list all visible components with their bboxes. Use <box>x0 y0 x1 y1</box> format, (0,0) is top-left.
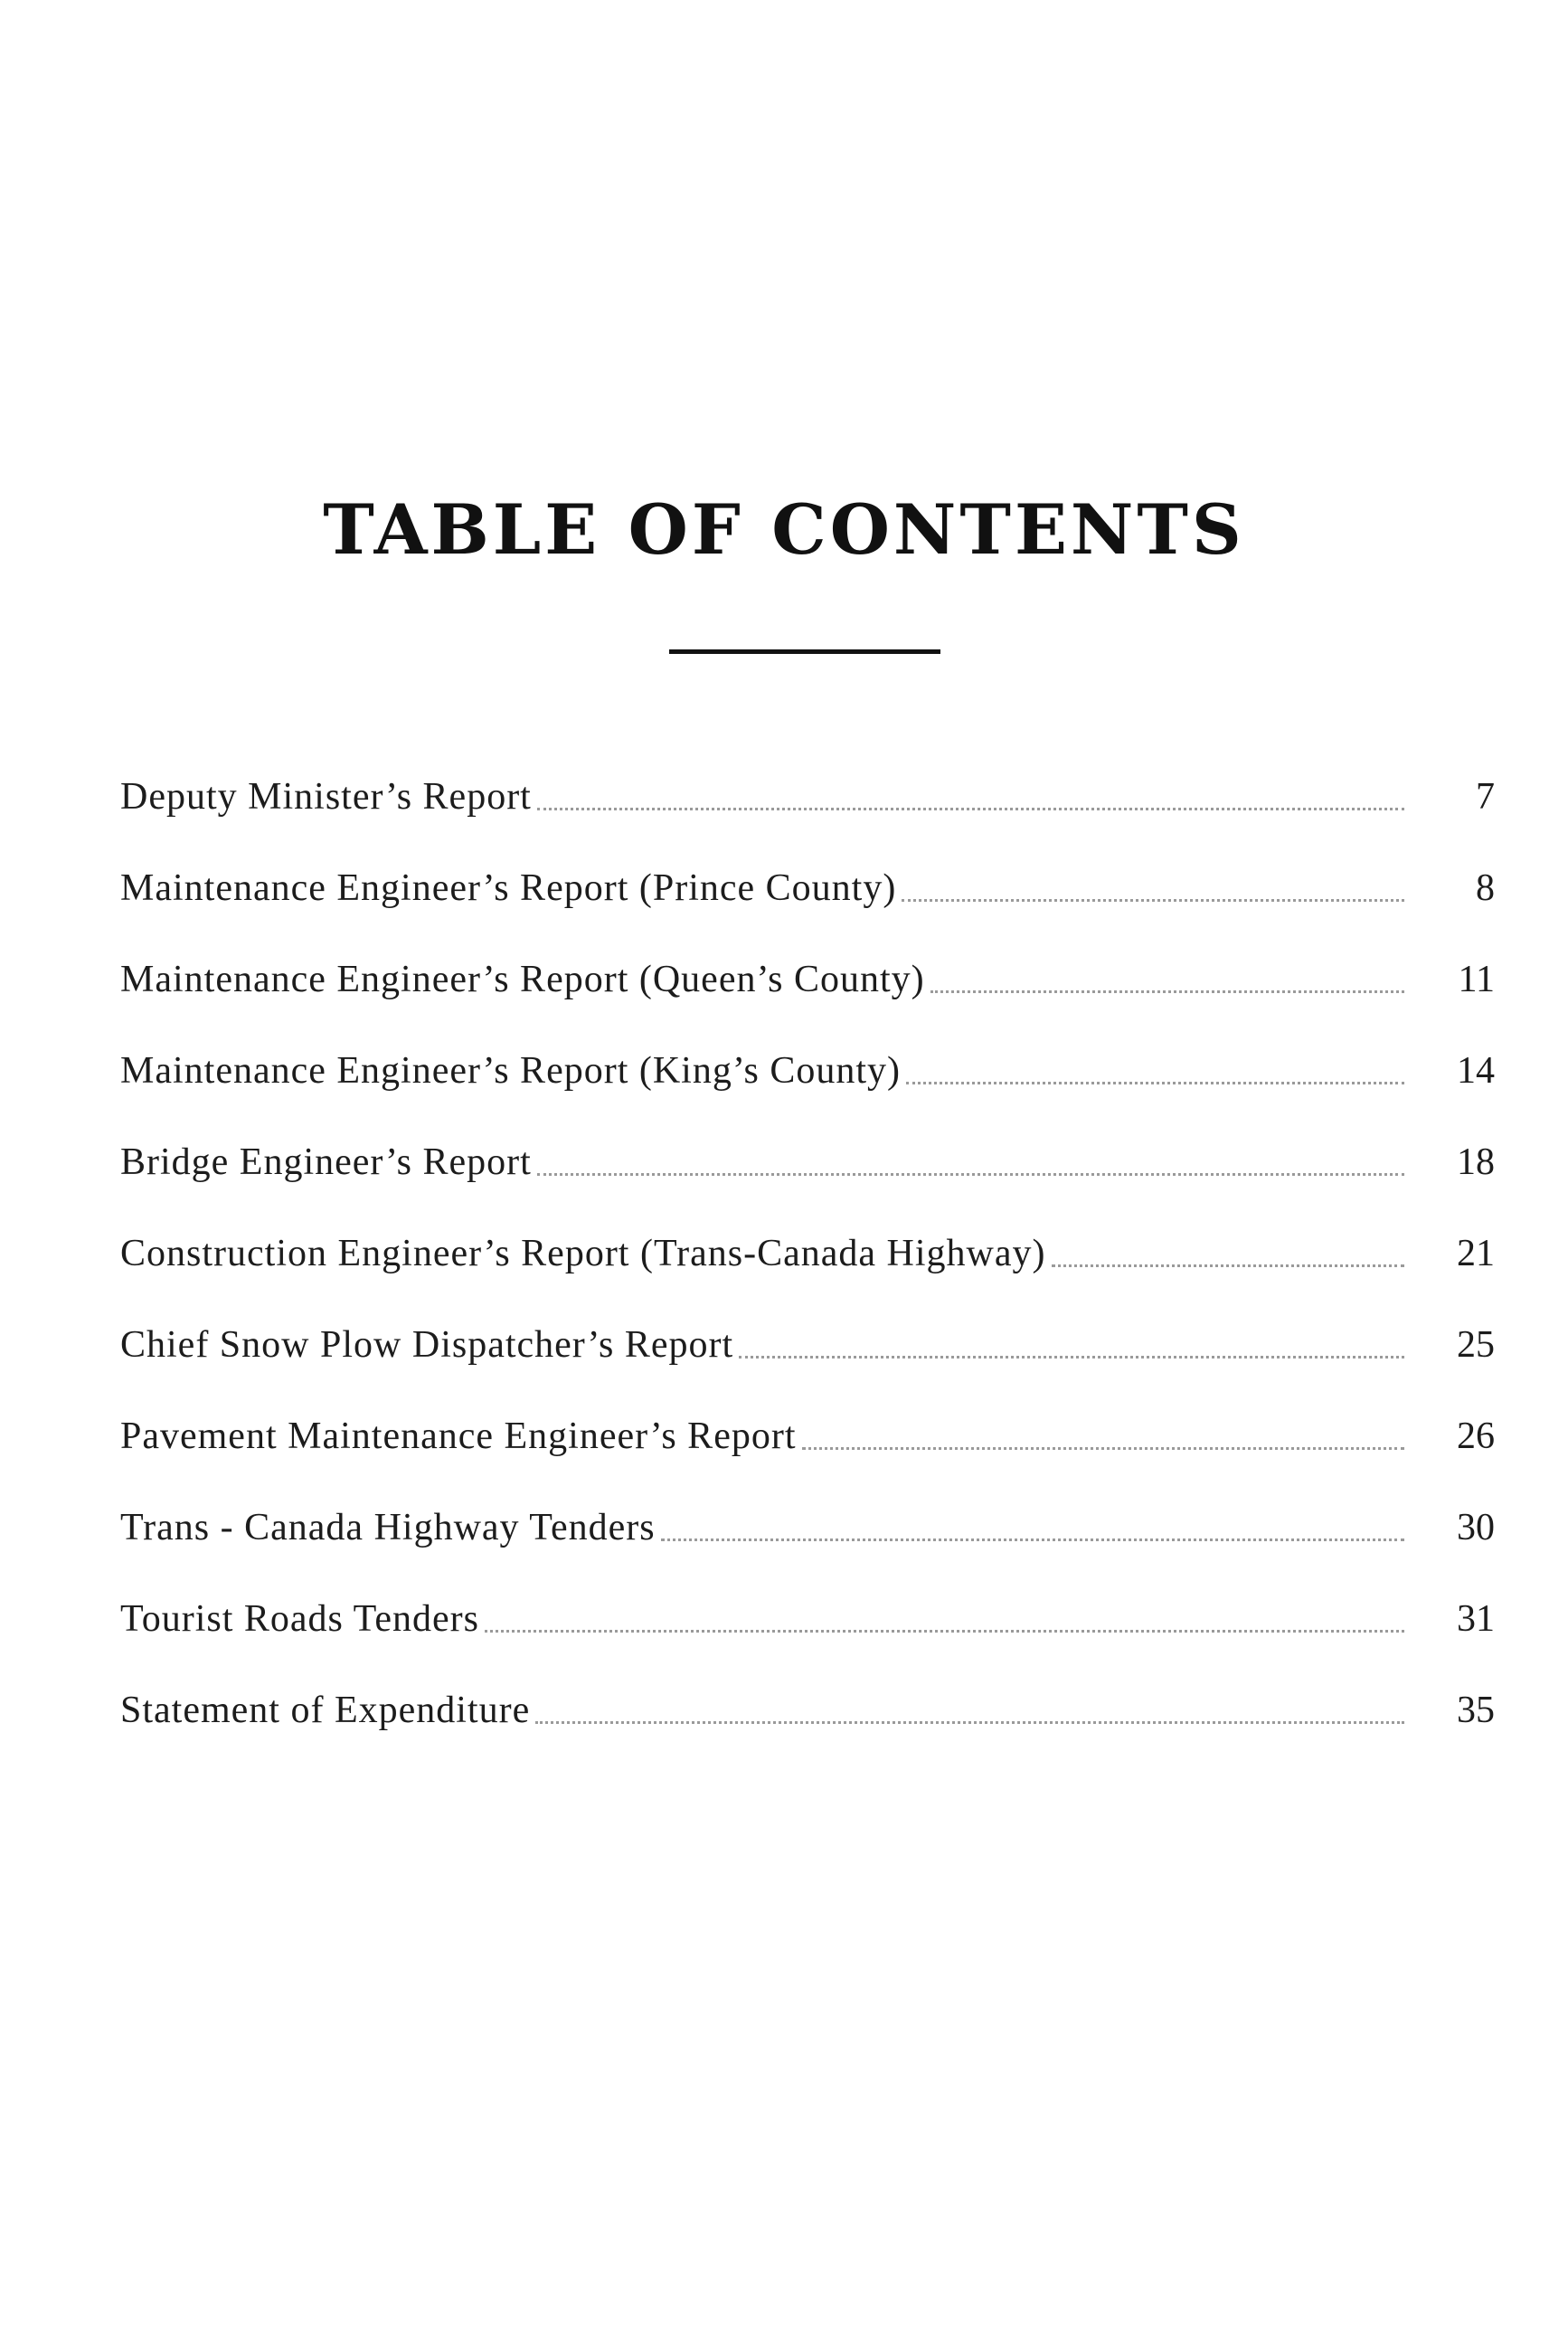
toc-entry-page: 14 <box>1457 1049 1495 1092</box>
toc-entry-page: 35 <box>1457 1689 1495 1731</box>
toc-entry <box>120 1459 1495 1550</box>
toc-entry-title: Chief Snow Plow Dispatcher’s Report <box>120 1323 734 1366</box>
toc-entry <box>120 1550 1495 1642</box>
dot-leader <box>1052 1264 1405 1267</box>
dot-leader <box>661 1538 1404 1541</box>
toc-entry-title: Tourist Roads Tenders <box>120 1597 479 1640</box>
toc-entry-title: Statement of Expenditure <box>120 1689 531 1731</box>
toc-entry-page: 21 <box>1457 1232 1495 1274</box>
toc-entry-page: 30 <box>1457 1506 1495 1548</box>
toc-entry-page: 8 <box>1476 866 1495 909</box>
toc-entry-title: Construction Engineer’s Report (Trans-Canada Highway) <box>120 1232 1046 1274</box>
toc-entry-page: 18 <box>1457 1141 1495 1183</box>
dot-leader <box>739 1356 1404 1359</box>
toc-entry-title: Maintenance Engineer’s Report (Prince County) <box>120 866 897 909</box>
toc-entry <box>120 1642 1495 1733</box>
dot-leader <box>537 808 1404 810</box>
toc-entry-title: Trans - Canada Highway Tenders <box>120 1506 656 1548</box>
toc-entry <box>120 1093 1495 1185</box>
table-of-contents <box>120 728 1495 1733</box>
toc-entry <box>120 1002 1495 1093</box>
toc-entry-page: 11 <box>1458 958 1495 1000</box>
toc-entry <box>120 911 1495 1002</box>
dot-leader <box>535 1721 1404 1724</box>
toc-entry <box>120 1276 1495 1368</box>
toc-entry-page: 25 <box>1457 1323 1495 1366</box>
toc-entry-title: Deputy Minister’s Report <box>120 775 532 818</box>
toc-entry <box>120 728 1495 819</box>
dot-leader <box>930 990 1404 993</box>
page-title: TABLE OF CONTENTS <box>323 489 1245 570</box>
toc-entry-title: Bridge Engineer’s Report <box>120 1141 532 1183</box>
dot-leader <box>902 899 1404 902</box>
dot-leader <box>537 1173 1404 1176</box>
toc-entry-title: Maintenance Engineer’s Report (Queen’s County) <box>120 958 925 1000</box>
dot-leader <box>802 1447 1405 1450</box>
toc-entry-page: 7 <box>1476 775 1495 818</box>
toc-entry <box>120 1185 1495 1276</box>
toc-entry-title: Pavement Maintenance Engineer’s Report <box>120 1415 797 1457</box>
dot-leader <box>485 1630 1404 1633</box>
toc-entry-page: 31 <box>1457 1597 1495 1640</box>
title-underline <box>669 649 940 654</box>
toc-entry <box>120 819 1495 911</box>
toc-entry <box>120 1368 1495 1459</box>
toc-entry-page: 26 <box>1457 1415 1495 1457</box>
dot-leader <box>906 1082 1404 1084</box>
toc-entry-title: Maintenance Engineer’s Report (King’s County) <box>120 1049 902 1092</box>
